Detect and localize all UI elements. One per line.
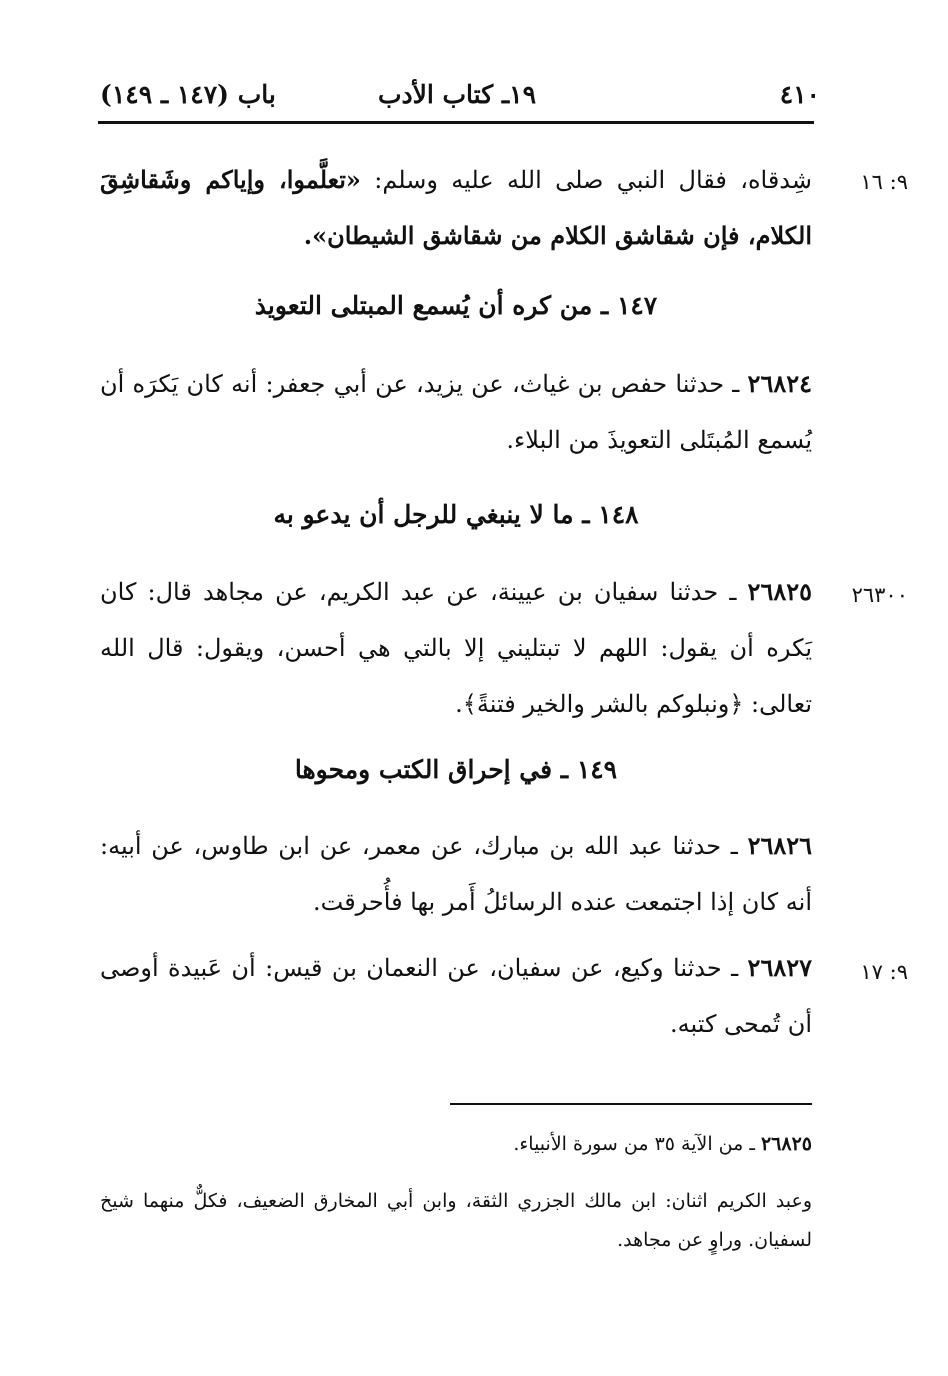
entry-paragraph bbox=[100, 356, 812, 468]
entry-text: ـ حدثنا حفص بن غياث، عن يزيد، عن أبي جعفر: أنه كان يَكرَه أن يُسمع المُبتَلى التعويذَ من البلاء. bbox=[100, 370, 812, 454]
hadith-quote: «تعلَّموا، وإياكم وشَقاشِقَ الكلام، فإن شقاشق الكلام من شقاشق الشيطان». bbox=[100, 165, 812, 250]
footnote-1 bbox=[100, 1125, 812, 1164]
section-heading: ١٤٨ ـ ما لا ينبغي للرجل أن يدعو به bbox=[273, 500, 639, 529]
footnote-rule bbox=[450, 1103, 812, 1105]
entry-number: ٢٦٨٢٦ bbox=[747, 831, 813, 860]
entry-paragraph bbox=[100, 818, 812, 930]
page-number: ٤١٠ bbox=[779, 80, 820, 109]
entry-number: ٢٦٨٢٥ bbox=[747, 577, 812, 606]
chapter-range: باب (١٤٧ ـ ١٤٩) bbox=[100, 80, 276, 109]
entry-text: ـ حدثنا سفيان بن عيينة، عن عبد الكريم، عن مجاهد قال: كان يَكره أن يقول: اللهم لا تبتليني إلا بالتي هي أحسن، ويقول: قال الله تعالى: ﴿ونبلوكم بالشر والخير فتنةً﴾. bbox=[100, 578, 812, 718]
entry-text: ـ حدثنا وكيع، عن سفيان، عن النعمان بن قيس: أن عَبيدة أوصى أن تُمحى كتبه. bbox=[100, 954, 812, 1038]
entry-number: ٢٦٨٢٧ bbox=[747, 953, 812, 982]
margin-note: ٩: ١٧ bbox=[860, 960, 908, 984]
section-heading: ١٤٩ ـ في إحراق الكتب ومحوها bbox=[294, 755, 618, 784]
header-rule bbox=[98, 121, 814, 124]
intro-lead: شِدقاه، فقال النبي صلى الله عليه وسلم: bbox=[360, 166, 813, 194]
footnote-text: ـ من الآية ٣٥ من سورة الأنبياء. bbox=[513, 1133, 761, 1155]
footnote-2 bbox=[100, 1182, 812, 1260]
margin-note: ٩: ١٦ bbox=[860, 170, 908, 194]
footnote-text: وعبد الكريم اثنان: ابن مالك الجزري الثقة، وابن أبي المخارق الضعيف، فكلٌّ منهما شيخ لسفيان. وراوٍ عن مجاهد. bbox=[100, 1190, 812, 1251]
entry-paragraph bbox=[100, 564, 812, 732]
book-title: ١٩ـ كتاب الأدب bbox=[377, 80, 536, 109]
entry-paragraph bbox=[100, 940, 812, 1052]
entry-number: ٢٦٨٢٤ bbox=[747, 369, 812, 398]
section-heading: ١٤٧ ـ من كره أن يُسمع المبتلى التعويذ bbox=[254, 291, 658, 320]
footnote-number: ٢٦٨٢٥ bbox=[760, 1133, 812, 1155]
entry-text: ـ حدثنا عبد الله بن مبارك، عن معمر، عن ابن طاوس، عن أبيه: أنه كان إذا اجتمعت عنده الرسائلُ أَمر بها فأُحرقت. bbox=[100, 832, 812, 916]
margin-note: ٢٦٣٠٠ bbox=[851, 583, 908, 607]
intro-paragraph bbox=[100, 152, 812, 264]
